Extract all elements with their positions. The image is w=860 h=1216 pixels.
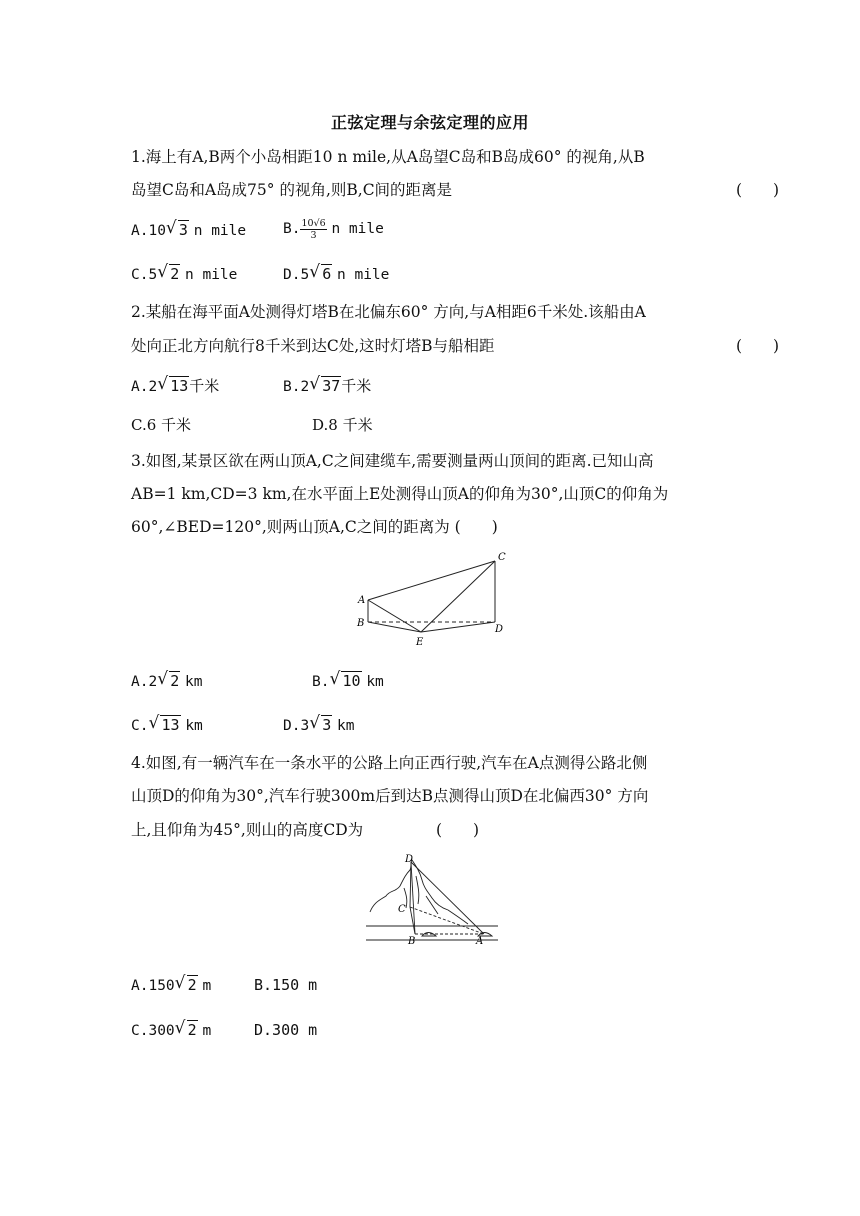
q4-option-d: D.300 m — [254, 1021, 318, 1039]
label-c: C — [498, 552, 506, 563]
q1-stem-line2: 岛望C岛和A岛成75° 的视角,则B,C间的距离是 — [131, 181, 453, 199]
q3-figure-cable-car-diagram — [352, 548, 522, 650]
q3-option-b: B.√ 10 km — [312, 669, 384, 694]
q4-option-a: A.150√ 2 m — [131, 973, 211, 998]
line-da — [411, 862, 484, 934]
line-ca-dashed — [410, 907, 484, 934]
q1-stem-line1: 1.海上有A,B两个小岛相距10 n mile,从A岛望C岛和B岛成60° 的视角,从B — [131, 148, 645, 166]
q2-stem-line1: 2.某船在海平面A处测得灯塔B在北偏东60° 方向,与A相距6千米处.该船由A — [131, 303, 646, 321]
q1-option-b: B. $\frac{10√6}{3}$ n mile — [283, 217, 384, 241]
mountain-ridges — [404, 876, 438, 914]
label-b: B — [408, 936, 416, 946]
q4-option-c: C.300√ 2 m — [131, 1018, 211, 1043]
label-d: D — [405, 854, 414, 865]
q4-answer-blank: ( ) — [436, 821, 480, 839]
q2-option-d: D.8 千米 — [312, 416, 373, 434]
q1-option-a: A.10√ 3 n mile — [131, 218, 246, 243]
q3-option-d: D.3√ 3 km — [283, 713, 354, 738]
label-a: A — [476, 936, 484, 946]
q4-option-b: B.150 m — [254, 976, 318, 994]
q3-option-c: C.√ 13 km — [131, 713, 203, 738]
q3-stem-line3: 60°,∠BED=120°,则两山顶A,C之间的距离为 ( ) — [131, 518, 498, 536]
label-b: B — [357, 618, 365, 629]
q4-stem-line2: 山顶D的仰角为30°,汽车行驶300m后到达B点测得山顶D在北偏西30° 方向 — [131, 787, 649, 805]
line-ac — [368, 561, 495, 600]
q4-figure-mountain-road-diagram — [360, 852, 502, 946]
q2-option-c: C.6 千米 — [131, 416, 192, 434]
q2-answer-blank: ( ) — [736, 337, 780, 355]
line-ed — [421, 622, 495, 632]
q4-stem-line1: 4.如图,有一辆汽车在一条水平的公路上向正西行驶,汽车在A点测得公路北侧 — [131, 754, 648, 772]
page-title: 正弦定理与余弦定理的应用 — [330, 113, 529, 132]
q1-option-d: D.5√ 6 n mile — [283, 262, 389, 287]
q2-stem-line2: 处向正北方向航行8千米到达C处,这时灯塔B与船相距 — [131, 337, 495, 355]
line-ce — [421, 561, 495, 632]
q1-answer-blank: ( ) — [736, 181, 780, 199]
label-e: E — [416, 637, 424, 648]
car-at-b — [422, 933, 436, 937]
q1-option-c: C.5√ 2 n mile — [131, 262, 237, 287]
q3-stem-line1: 3.如图,某景区欲在两山顶A,C之间建缆车,需要测量两山顶间的距离.已知山高 — [131, 452, 654, 470]
label-c: C — [398, 904, 406, 915]
q3-option-a: A.2√ 2 km — [131, 669, 202, 694]
label-a: A — [358, 595, 366, 606]
q2-option-a: A.2√ 13千米 — [131, 374, 219, 399]
label-d: D — [495, 624, 504, 635]
q4-stem-line3: 上,且仰角为45°,则山的高度CD为 — [131, 821, 364, 839]
q2-option-b: B.2√ 37千米 — [283, 374, 371, 399]
q3-stem-line2: AB=1 km,CD=3 km,在水平面上E处测得山顶A的仰角为30°,山顶C的仰角为 — [131, 485, 669, 503]
